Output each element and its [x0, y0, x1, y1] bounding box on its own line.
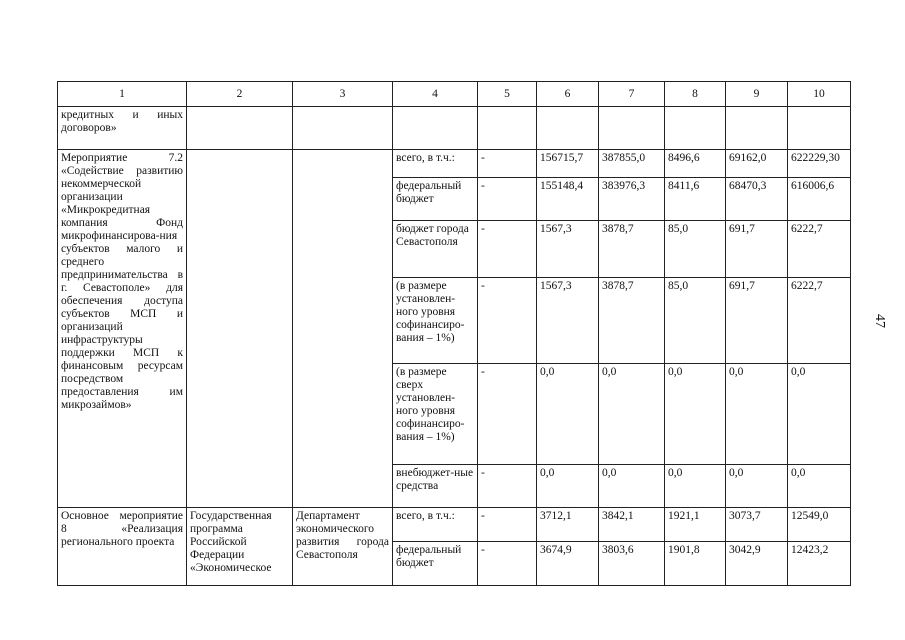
value-cell: -: [478, 278, 537, 364]
value-cell: 3878,7: [599, 221, 665, 278]
value-cell: 0,0: [726, 364, 788, 465]
value-cell: 6222,7: [788, 221, 851, 278]
header-cell: 1: [58, 82, 187, 107]
value-cell: 0,0: [537, 465, 599, 508]
table-row: [58, 150, 851, 178]
source-cell: (в размере сверх установлен-ного уровня софинансиро-вания – 1%): [393, 364, 478, 465]
value-cell: 12549,0: [788, 508, 851, 542]
source-cell: федеральный бюджет: [393, 178, 478, 221]
value-cell: 0,0: [537, 364, 599, 465]
source-cell: всего, в т.ч.:: [393, 508, 478, 542]
value-cell: 3803,6: [599, 542, 665, 586]
header-cell: 10: [788, 82, 851, 107]
header-row: [58, 82, 851, 107]
header-cell: 6: [537, 82, 599, 107]
table-row: [58, 107, 851, 150]
source-cell: всего, в т.ч.:: [393, 150, 478, 178]
value-cell: 3878,7: [599, 278, 665, 364]
executor-cell: [293, 150, 393, 508]
value-cell: 3842,1: [599, 508, 665, 542]
measure-name-cell: кредитных и иных договоров»: [58, 107, 187, 150]
executor-cell: [293, 107, 393, 150]
page-number: 47: [872, 314, 887, 328]
source-cell: [393, 107, 478, 150]
measure-name-cell: Основное мероприятие 8 «Реализация регионального проекта: [58, 508, 187, 586]
measure-name-cell: Мероприятие 7.2 «Содействие развитию некоммерческой организации «Микрокредитная компания Фонд микрофинансирова-ния субъектов малого и среднего предпринимательства в г. Севастополе» для обеспечения доступа субъектов МСП и организаций инфраструктуры поддержки МСП к финансовым ресурсам посредством предоставления им микрозаймов»: [58, 150, 187, 508]
header-cell: 9: [726, 82, 788, 107]
value-cell: -: [478, 465, 537, 508]
value-cell: 3712,1: [537, 508, 599, 542]
budget-table: [57, 81, 851, 586]
value-cell: 0,0: [788, 364, 851, 465]
value-cell: 155148,4: [537, 178, 599, 221]
value-cell: 622229,30: [788, 150, 851, 178]
value-cell: 3073,7: [726, 508, 788, 542]
value-cell: 0,0: [665, 465, 726, 508]
header-cell: 8: [665, 82, 726, 107]
value-cell: 8411,6: [665, 178, 726, 221]
value-cell: 1921,1: [665, 508, 726, 542]
source-cell: (в размере установлен-ного уровня софинансиро-вания – 1%): [393, 278, 478, 364]
value-cell: 6222,7: [788, 278, 851, 364]
header-cell: 7: [599, 82, 665, 107]
value-cell: 387855,0: [599, 150, 665, 178]
source-cell: федеральный бюджет: [393, 542, 478, 586]
value-cell: -: [478, 542, 537, 586]
executor-cell: Департамент экономического развития города Севастополя: [293, 508, 393, 586]
header-cell: 5: [478, 82, 537, 107]
value-cell: 691,7: [726, 278, 788, 364]
value-cell: 1901,8: [665, 542, 726, 586]
value-cell: -: [478, 508, 537, 542]
program-cell: [187, 150, 293, 508]
value-cell: 0,0: [788, 465, 851, 508]
value-cell: 1567,3: [537, 278, 599, 364]
value-cell: 691,7: [726, 221, 788, 278]
value-cell: 616006,6: [788, 178, 851, 221]
value-cell: 85,0: [665, 221, 726, 278]
value-cell: 69162,0: [726, 150, 788, 178]
header-cell: 4: [393, 82, 478, 107]
value-cell: 0,0: [599, 465, 665, 508]
header-cell: 2: [187, 82, 293, 107]
value-cell: -: [478, 364, 537, 465]
value-cell: 383976,3: [599, 178, 665, 221]
value-cell: 12423,2: [788, 542, 851, 586]
program-cell: [187, 107, 293, 150]
value-cell: 8496,6: [665, 150, 726, 178]
header-cell: 3: [293, 82, 393, 107]
source-cell: внебюджет-ные средства: [393, 465, 478, 508]
value-cell: -: [478, 178, 537, 221]
value-cell: 156715,7: [537, 150, 599, 178]
value-cell: 3042,9: [726, 542, 788, 586]
value-cell: 0,0: [726, 465, 788, 508]
value-cell: 3674,9: [537, 542, 599, 586]
source-cell: бюджет города Севастополя: [393, 221, 478, 278]
value-cell: 0,0: [665, 364, 726, 465]
value-cell: -: [478, 150, 537, 178]
program-cell: Государственная программа Российской Федерации «Экономическое: [187, 508, 293, 586]
value-cell: 68470,3: [726, 178, 788, 221]
value-cell: -: [478, 221, 537, 278]
value-cell: 1567,3: [537, 221, 599, 278]
value-cell: 85,0: [665, 278, 726, 364]
table-row: [58, 508, 851, 542]
value-cell: 0,0: [599, 364, 665, 465]
